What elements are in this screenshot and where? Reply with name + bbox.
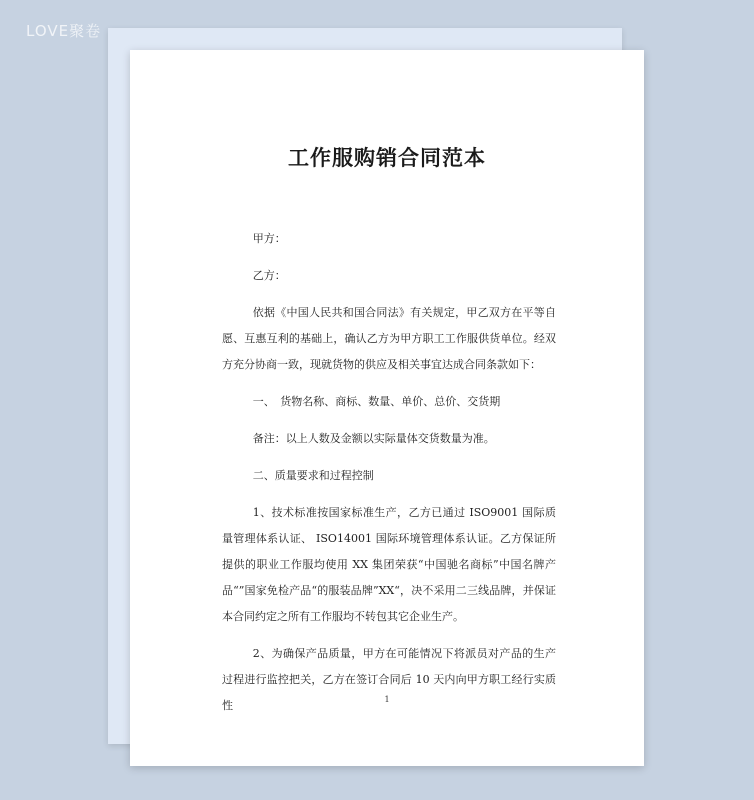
preamble-paragraph: 依据《中国人民共和国合同法》有关规定，甲乙双方在平等自愿、互惠互利的基础上，确认乙方为甲方职工工作服供货单位。经双方充分协商一致，现就货物的供应及相关事宜达成合同条款如下： bbox=[222, 306, 556, 371]
document-title: 工作服购销合同范本 bbox=[288, 146, 486, 170]
document-body bbox=[222, 226, 556, 730]
section-2-heading: 二、质量要求和过程控制 bbox=[252, 469, 374, 482]
remark-paragraph: 备注：以上人数及金额以实际量体交货数量为准。 bbox=[252, 432, 495, 445]
section-1-heading: 一、 货物名称、商标、数量、单价、总价、交货期 bbox=[252, 395, 501, 408]
clause-2-2-paragraph: 2、为确保产品质量，甲方在可能情况下将派员对产品的生产过程进行监控把关，乙方在签订合同后 10 天内向甲方职工经行实质性 bbox=[222, 647, 556, 712]
document-page bbox=[130, 50, 644, 766]
clause-2-1-paragraph: 1、技术标准按国家标准生产，乙方已通过 ISO9001 国际质量管理体系认证、 ISO14001 国际环境管理体系认证。乙方保证所提供的职业工作服均使用 XX 集团荣获“中国驰名商标”中国名牌产品“”国家免检产品“的服装品牌”XX“，决不采用二三线品牌，并保证本合同约定之所有工作服均不转包其它企业生产。 bbox=[222, 506, 556, 623]
party-a-line: 甲方： bbox=[252, 232, 286, 245]
page-number: 1 bbox=[384, 695, 390, 704]
party-b-line: 乙方： bbox=[252, 269, 286, 282]
watermark-logo: LOVE聚卷 bbox=[26, 22, 102, 40]
